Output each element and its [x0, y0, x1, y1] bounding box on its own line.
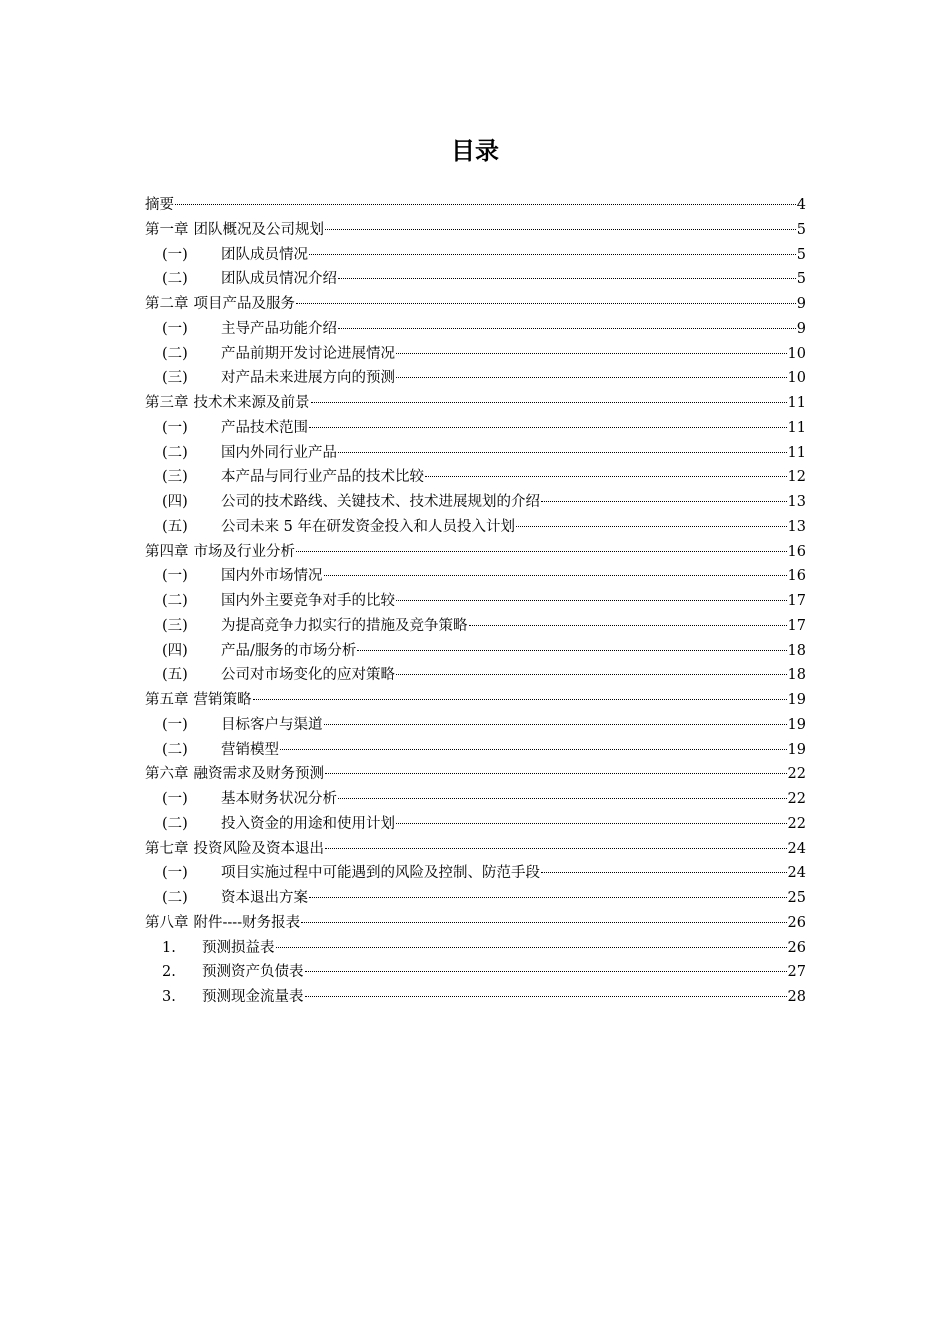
- toc-dot-leader: [338, 452, 787, 453]
- toc-entry-page-number: 19: [787, 692, 806, 708]
- toc-entry-title: 公司未来 5 年在研发资金投入和人员投入计划: [221, 518, 515, 535]
- toc-entry-chapter[interactable]: [145, 292, 806, 317]
- toc-entry-number: (二): [162, 271, 188, 288]
- toc-entry-number: (二): [162, 741, 188, 758]
- toc-entry-section[interactable]: [145, 787, 806, 812]
- toc-entry-section[interactable]: [145, 985, 806, 1010]
- toc-entry-section[interactable]: [145, 960, 806, 985]
- toc-entry-title: 投资风险及资本退出: [193, 840, 324, 857]
- toc-dot-leader: [276, 947, 787, 948]
- toc-entry-page-number: 4: [796, 197, 806, 213]
- toc-dot-leader: [175, 204, 796, 205]
- toc-entry-number: (一): [162, 320, 188, 337]
- toc-entry-chapter[interactable]: [145, 911, 806, 936]
- toc-entry-section[interactable]: [145, 416, 806, 441]
- toc-entry-page-number: 24: [787, 840, 806, 857]
- toc-entry-section[interactable]: [145, 812, 806, 837]
- toc-entry-number: (五): [162, 667, 188, 684]
- toc-entry-section[interactable]: [145, 465, 806, 490]
- toc-dot-leader: [469, 625, 787, 626]
- toc-entry-number: (一): [162, 865, 188, 882]
- toc-entry-section[interactable]: [145, 639, 806, 664]
- toc-entry-number: (四): [162, 642, 188, 659]
- toc-entry-number: 第一章: [145, 221, 189, 238]
- toc-dot-leader: [305, 996, 787, 997]
- toc-entry-page-number: 5: [796, 221, 806, 238]
- toc-entry-section[interactable]: [145, 564, 806, 589]
- toc-entry-title: 资本退出方案: [221, 890, 308, 906]
- toc-dot-leader: [541, 872, 787, 873]
- toc-dot-leader: [338, 798, 787, 799]
- toc-entry-page-number: 5: [796, 246, 806, 263]
- toc-entry-title: 产品前期开发讨论进展情况: [221, 345, 395, 362]
- toc-entry-title: 市场及行业分析: [193, 543, 295, 560]
- toc-entry-title: 营销模型: [221, 741, 279, 758]
- toc-entry-chapter[interactable]: [145, 218, 806, 243]
- toc-entry-page-number: 5: [796, 271, 806, 288]
- toc-dot-leader: [338, 328, 796, 329]
- toc-dot-leader: [296, 303, 796, 304]
- toc-entry-section[interactable]: [145, 441, 806, 466]
- toc-dot-leader: [305, 971, 787, 972]
- toc-entry-section[interactable]: [145, 861, 806, 886]
- toc-entry-title: 技术术来源及前景: [193, 395, 310, 411]
- toc-entry-title: 团队成员情况介绍: [221, 271, 337, 288]
- toc-dot-leader: [425, 476, 787, 477]
- toc-entry-number: (一): [162, 716, 188, 733]
- toc-entry-section[interactable]: [145, 663, 806, 688]
- toc-dot-leader: [396, 823, 787, 824]
- toc-dot-leader: [541, 501, 787, 502]
- toc-entry-section[interactable]: [145, 713, 806, 738]
- toc-entry-section[interactable]: [145, 614, 806, 639]
- toc-entry-page-number: 13: [787, 494, 806, 510]
- toc-entry-title: 为提高竞争力拟实行的措施及竞争策略: [221, 617, 468, 634]
- toc-entry-page-number: 10: [787, 345, 806, 362]
- toc-dot-leader: [311, 402, 787, 403]
- toc-entry-title: 营销策略: [193, 692, 252, 708]
- toc-dot-leader: [338, 278, 796, 279]
- toc-entry-title: 对产品未来进展方向的预测: [221, 370, 395, 387]
- toc-entry-number: (二): [162, 593, 188, 609]
- toc-entry-page-number: 12: [787, 469, 806, 486]
- toc-entry-chapter[interactable]: [145, 762, 806, 787]
- toc-entry-number: (三): [162, 469, 188, 486]
- toc-dot-leader: [324, 575, 787, 576]
- toc-dot-leader: [396, 377, 787, 378]
- toc-entry-title: 产品/服务的市场分析: [221, 642, 357, 659]
- toc-entry-page-number: 13: [787, 518, 806, 535]
- toc-entry-title: 国内外主要竞争对手的比较: [221, 593, 395, 609]
- toc-entry-title: 摘要: [145, 197, 174, 213]
- toc-title: 目录: [451, 137, 499, 165]
- toc-entry-number: (三): [162, 370, 188, 387]
- toc-entry-page-number: 18: [787, 642, 806, 659]
- toc-entry-chapter[interactable]: [145, 391, 806, 416]
- toc-list: [145, 193, 806, 1010]
- toc-entry-number: 第八章: [145, 914, 189, 931]
- toc-entry-number: (二): [162, 444, 188, 461]
- toc-dot-leader: [396, 353, 787, 354]
- toc-entry-title: 附件----财务报表: [193, 914, 301, 931]
- toc-entry-page-number: 19: [787, 716, 806, 733]
- toc-entry-title: 公司对市场变化的应对策略: [221, 667, 395, 684]
- toc-entry-page-number: 17: [787, 593, 806, 609]
- toc-entry-section[interactable]: [145, 490, 806, 515]
- toc-entry-title: 公司的技术路线、关键技术、技术进展规划的介绍: [221, 494, 540, 510]
- toc-entry-page-number: 10: [787, 370, 806, 387]
- toc-dot-leader: [516, 526, 787, 527]
- toc-entry-page-number: 22: [787, 766, 806, 783]
- toc-entry-page-number: 28: [787, 989, 806, 1005]
- toc-entry-page-number: 27: [787, 964, 806, 981]
- toc-dot-leader: [280, 749, 787, 750]
- toc-entry-title: 团队概况及公司规划: [193, 221, 324, 238]
- toc-entry-title: 产品技术范围: [221, 419, 308, 436]
- toc-entry-number: (三): [162, 617, 188, 634]
- toc-entry-number: 3.: [162, 989, 176, 1005]
- toc-entry-number: (一): [162, 568, 188, 585]
- toc-dot-leader: [396, 600, 787, 601]
- toc-entry-number: (一): [162, 246, 188, 263]
- toc-entry-section[interactable]: [145, 243, 806, 268]
- toc-entry-page-number: 16: [787, 543, 806, 560]
- toc-entry-number: (一): [162, 791, 188, 807]
- toc-entry-number: (五): [162, 518, 188, 535]
- toc-entry-page-number: 26: [787, 939, 806, 956]
- toc-entry-title: 预测资产负债表: [202, 964, 304, 981]
- toc-entry-number: 第五章: [145, 692, 189, 708]
- toc-entry-title: 项目实施过程中可能遇到的风险及控制、防范手段: [221, 865, 540, 882]
- toc-entry-title: 融资需求及财务预测: [193, 766, 324, 783]
- toc-entry-page-number: 11: [787, 395, 806, 411]
- toc-entry-title: 投入资金的用途和使用计划: [221, 815, 395, 832]
- toc-entry-number: (四): [162, 494, 188, 510]
- toc-entry-title: 本产品与同行业产品的技术比较: [221, 469, 424, 486]
- toc-entry-section[interactable]: [145, 366, 806, 391]
- toc-entry-section[interactable]: [145, 342, 806, 367]
- toc-entry-page-number: 9: [796, 296, 806, 312]
- toc-dot-leader: [325, 848, 787, 849]
- toc-dot-leader: [301, 922, 786, 923]
- toc-entry-page-number: 26: [787, 914, 806, 931]
- toc-entry-number: (二): [162, 815, 188, 832]
- toc-dot-leader: [296, 551, 787, 552]
- toc-entry-page-number: 11: [787, 419, 806, 436]
- toc-dot-leader: [309, 897, 787, 898]
- toc-entry-page-number: 11: [787, 444, 806, 461]
- toc-entry-page-number: 17: [787, 617, 806, 634]
- toc-entry-title: 团队成员情况: [221, 246, 308, 263]
- toc-entry-number: 第二章: [145, 296, 189, 312]
- toc-entry-section[interactable]: [145, 267, 806, 292]
- toc-entry-chapter[interactable]: [145, 688, 806, 713]
- toc-entry-number: 2.: [162, 964, 176, 981]
- toc-entry-number: (二): [162, 890, 188, 906]
- toc-entry-page-number: 18: [787, 667, 806, 684]
- toc-entry-title: 预测损益表: [202, 939, 275, 956]
- toc-entry-section[interactable]: [145, 886, 806, 911]
- toc-dot-leader: [324, 724, 787, 725]
- toc-entry-number: (一): [162, 419, 188, 436]
- toc-entry-page-number: 9: [796, 320, 806, 337]
- toc-entry-page-number: 22: [787, 815, 806, 832]
- toc-entry-section[interactable]: [145, 936, 806, 961]
- toc-dot-leader: [325, 773, 787, 774]
- toc-entry-title: 预测现金流量表: [202, 989, 304, 1005]
- toc-entry-number: 第三章: [145, 395, 189, 411]
- toc-entry-chapter[interactable]: [145, 540, 806, 565]
- toc-entry-number: (二): [162, 345, 188, 362]
- toc-dot-leader: [253, 699, 787, 700]
- toc-dot-leader: [325, 229, 796, 230]
- toc-entry-chapter[interactable]: [145, 193, 806, 218]
- toc-entry-page-number: 24: [787, 865, 806, 882]
- toc-entry-title: 国内外市场情况: [221, 568, 323, 585]
- toc-entry-chapter[interactable]: [145, 837, 806, 862]
- toc-entry-page-number: 22: [787, 791, 806, 807]
- toc-entry-page-number: 25: [787, 890, 806, 906]
- toc-entry-title: 国内外同行业产品: [221, 444, 337, 461]
- toc-entry-title: 项目产品及服务: [193, 296, 295, 312]
- toc-entry-number: 第七章: [145, 840, 189, 857]
- toc-dot-leader: [309, 254, 796, 255]
- toc-entry-title: 目标客户与渠道: [221, 716, 323, 733]
- toc-entry-section[interactable]: [145, 738, 806, 763]
- toc-dot-leader: [309, 427, 787, 428]
- toc-dot-leader: [396, 674, 787, 675]
- toc-entry-section[interactable]: [145, 589, 806, 614]
- toc-entry-number: 第六章: [145, 766, 189, 783]
- toc-entry-title: 基本财务状况分析: [221, 791, 337, 807]
- toc-entry-page-number: 19: [787, 741, 806, 758]
- toc-entry-title: 主导产品功能介绍: [221, 320, 337, 337]
- toc-entry-page-number: 16: [787, 568, 806, 585]
- toc-entry-number: 第四章: [145, 543, 189, 560]
- toc-entry-section[interactable]: [145, 515, 806, 540]
- toc-entry-section[interactable]: [145, 317, 806, 342]
- toc-dot-leader: [357, 650, 786, 651]
- toc-entry-number: 1.: [162, 939, 176, 956]
